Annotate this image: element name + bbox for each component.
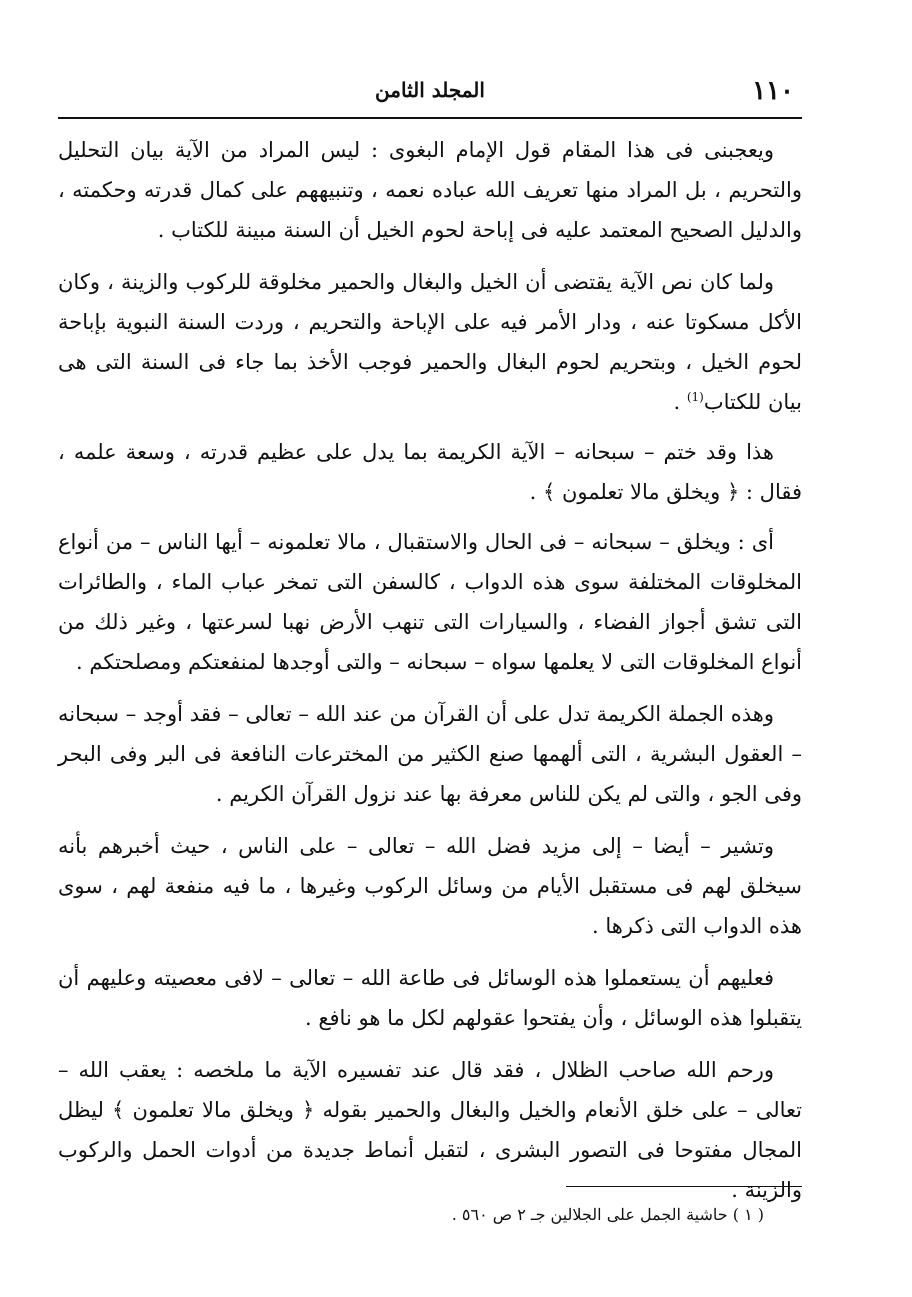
footnote: ( ١ ) حاشية الجمل على الجلالين جـ ٢ ص ٥٦٠ . bbox=[451, 1205, 764, 1224]
paragraph-6: وتشير – أيضا – إلى مزيد فضل الله – تعالى – على الناس ، حيث أخبرهم بأنه سيخلق لهم فى مستقبل الأيام من وسائل الركوب وغيرها ، ما فيه منفعة لهم ، سوى هذه الدواب التى ذكرها . bbox=[58, 834, 802, 938]
paragraph-5: وهذه الجملة الكريمة تدل على أن القرآن من عند الله – تعالى – فقد أوجد – سبحانه – العقول البشرية ، التى ألهمها صنع الكثير من المخترعات النافعة فى البر وفى البحر وفى الجو ، والتى لم يكن للناس معرفة بها عند نزول القرآن الكريم . bbox=[58, 702, 802, 806]
paragraph-4: أى : ويخلق – سبحانه – فى الحال والاستقبال ، مالا تعلمونه – أيها الناس – من أنواع المخلوقات المختلفة سوى هذه الدواب ، كالسفن التى تمخر عباب الماء ، والطائرات التى تشق أجواز الفضاء ، والسيارات التى تنهب الأرض نهبا لسرعتها ، وغير ذلك من أنواع المخلوقات التى لا يعلمها سواه – سبحانه – والتى أوجدها لمنفعتكم ومصلحتكم . bbox=[58, 530, 802, 674]
paragraph-3: هذا وقد ختم – سبحانه – الآية الكريمة بما يدل على عظيم قدرته ، وسعة علمه ، فقال : ﴿ ويخلق مالا تعلمون ﴾ . bbox=[58, 440, 802, 504]
paragraph-2-text: ولما كان نص الآية يقتضى أن الخيل والبغال والحمير مخلوقة للركوب والزينة ، وكان الأكل مسكوتا عنه ، ودار الأمر فيه على الإباحة والتحريم ، وردت السنة النبوية بإباحة لحوم الخيل ، وبتحريم لحوم البغال والحمير فوجب الأخذ بما جاء فى السنة التى هى بيان للكتاب bbox=[58, 270, 802, 414]
paragraph-2-end: . bbox=[673, 390, 687, 414]
footnote-rule bbox=[566, 1186, 802, 1187]
paragraph-8: ورحم الله صاحب الظلال ، فقد قال عند تفسيره الآية ما ملخصه : يعقب الله – تعالى – على خلق الأنعام والخيل والبغال والحمير بقوله ﴿ ويخلق مالا تعلمون ﴾ ليظل المجال مفتوحا فى التصور البشرى ، لتقبل أنماط جديدة من أدوات الحمل والركوب والزينة . bbox=[58, 1058, 802, 1202]
footnote-reference: (1) bbox=[686, 390, 704, 404]
body-text bbox=[58, 130, 802, 1210]
page-number: ١١٠ bbox=[752, 76, 794, 106]
page-header bbox=[58, 66, 802, 114]
paragraph-1: ويعجبنى فى هذا المقام قول الإمام البغوى : ليس المراد من الآية بيان التحليل والتحريم ، بل المراد منها تعريف الله عباده نعمه ، وتنبيههم على كمال قدرته وحكمته ، والدليل الصحيح المعتمد عليه فى إباحة لحوم الخيل أن السنة مبينة للكتاب . bbox=[58, 138, 802, 242]
running-title: المجلد الثامن bbox=[375, 78, 485, 102]
paragraph-7: فعليهم أن يستعملوا هذه الوسائل فى طاعة الله – تعالى – لافى معصيته وعليهم أن يتقبلوا هذه الوسائل ، وأن يفتحوا عقولهم لكل ما هو نافع . bbox=[58, 966, 802, 1030]
header-rule bbox=[58, 117, 802, 119]
paragraph-2 bbox=[58, 262, 802, 422]
